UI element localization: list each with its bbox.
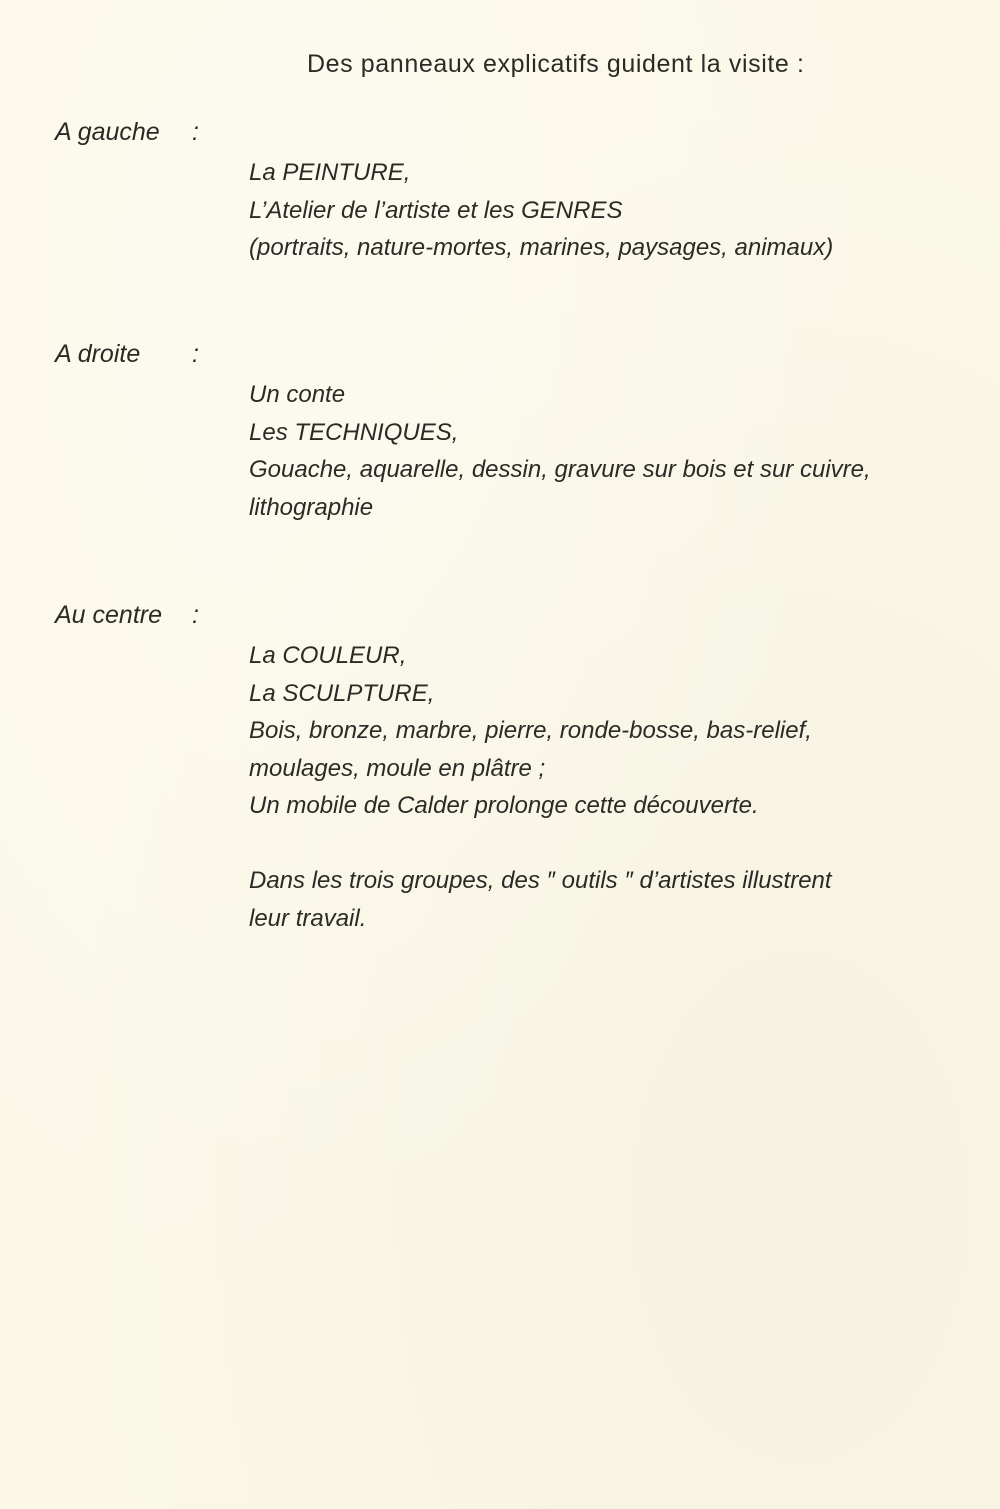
content-line: lithographie [249, 493, 374, 521]
section-colon-gauche: : [192, 118, 199, 146]
content-line: moulages, moule en plâtre ; [249, 754, 546, 782]
content-line: La SCULPTURE, [249, 679, 435, 707]
content-line: L’Atelier de l’artiste et les GENRES [249, 196, 623, 224]
content-line: Un mobile de Calder prolonge cette découverte. [249, 792, 759, 819]
content-line: La COULEUR, [249, 642, 407, 669]
content-line: Les TECHNIQUES, [249, 418, 459, 446]
section-content-centre [249, 637, 832, 937]
section-label-gauche: A gauche [55, 118, 160, 146]
section-content-gauche [249, 154, 833, 267]
content-line: La PEINTURE, [249, 159, 411, 186]
section-colon-droite: : [192, 340, 199, 368]
content-line: Gouache, aquarelle, dessin, gravure sur bois et sur cuivre, [249, 456, 871, 483]
content-line: (portraits, nature-mortes, marines, paysages, animaux) [249, 234, 834, 261]
section-label-droite: A droite [55, 340, 141, 368]
content-line: Bois, bronze, marbre, pierre, ronde-bosse, bas-relief, [249, 717, 812, 744]
section-content-droite [249, 376, 871, 526]
intro-line: Des panneaux explicatifs guident la visite : [307, 50, 805, 78]
section-colon-centre: : [192, 601, 199, 629]
paragraph-gap [249, 825, 832, 863]
closing-line: Dans les trois groupes, des ″ outils ″ d’artistes illustrent [249, 867, 832, 894]
closing-line: leur travail. [249, 904, 367, 932]
section-label-centre: Au centre [55, 601, 163, 629]
content-line: Un conte [249, 381, 346, 408]
